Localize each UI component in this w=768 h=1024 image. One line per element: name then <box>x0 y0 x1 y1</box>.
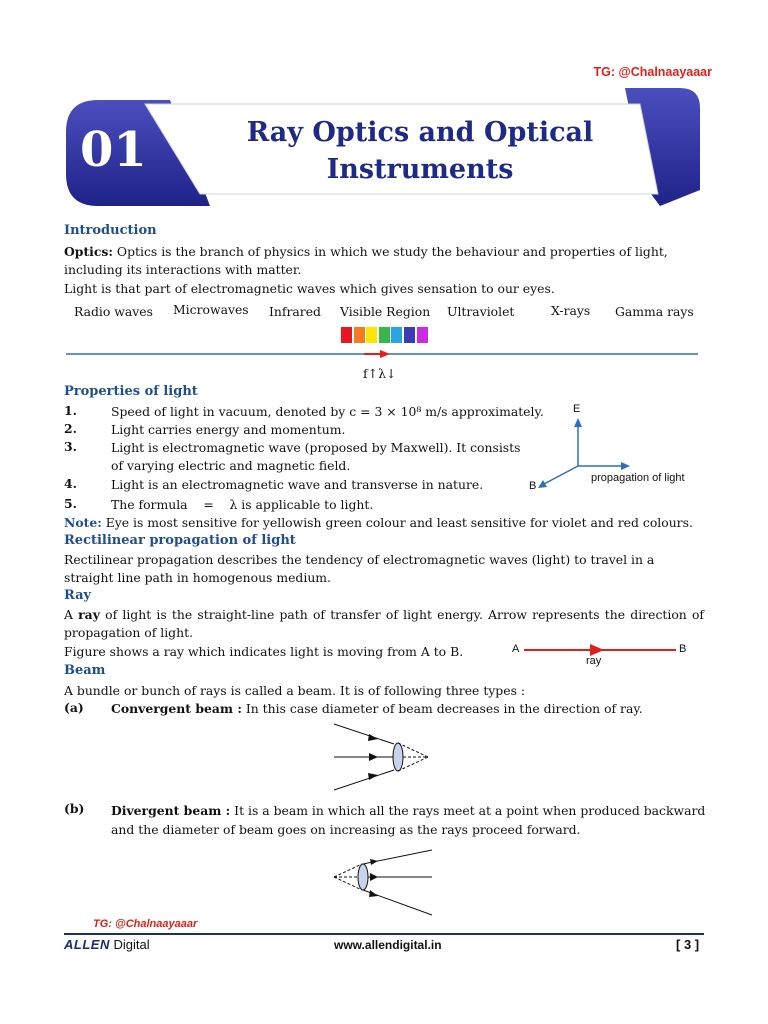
beam-type-divergent <box>111 801 711 839</box>
list-item-number: 5. <box>64 496 77 511</box>
b-label: B <box>529 480 537 492</box>
allen-logo: ALLEN <box>64 937 110 952</box>
ray-text-post: of light is the straight-line path of transfer of light energy. Arrow represents the direction of propagation of light. <box>64 607 705 640</box>
spectrum-color-swatch <box>354 327 365 343</box>
chapter-number: 01 <box>80 122 147 178</box>
list-item: Speed of light in vacuum, denoted by c = 3 × 10⁸ m/s approximately. <box>111 404 544 419</box>
list-item: Light carries energy and momentum. <box>111 422 346 437</box>
spectrum-label-visible: Visible Region <box>340 304 431 319</box>
footer-divider <box>64 933 704 935</box>
frequency-wavelength-note: f↑λ↓ <box>363 366 397 381</box>
ray-label-b: B <box>679 643 687 655</box>
optics-term: Optics: <box>64 244 113 259</box>
arrow-icon <box>369 753 378 761</box>
allen-digital-text: Digital <box>113 937 150 952</box>
list-item: Light is an electromagnetic wave and transverse in nature. <box>111 477 484 492</box>
note-paragraph <box>64 514 704 532</box>
list-item-number: 4. <box>64 476 77 491</box>
spectrum-color-swatch <box>391 327 402 343</box>
heading-ray: Ray <box>64 588 92 603</box>
spectrum-arrow-icon <box>380 350 390 358</box>
spectrum-label-infrared: Infrared <box>269 304 321 319</box>
ray-text-pre: A <box>64 607 79 622</box>
optics-definition <box>64 243 704 279</box>
spectrum-label-radio: Radio waves <box>74 304 153 319</box>
list-item-number: 3. <box>64 439 77 454</box>
propagation-axis-arrow-icon <box>621 462 630 470</box>
arrow-icon <box>370 859 378 865</box>
chapter-title-line-1: Ray Optics and Optical <box>246 117 594 148</box>
light-definition: Light is that part of electromagnetic waves which gives sensation to our eyes. <box>64 281 555 296</box>
heading-beam: Beam <box>64 663 106 678</box>
list-item-number: 1. <box>64 403 77 418</box>
spectrum-color-swatch <box>366 327 377 343</box>
ray-label-a: A <box>512 643 520 655</box>
spectrum-color-swatch <box>379 327 390 343</box>
beam-definition: A bundle or bunch of rays is called a beam. It is of following three types : <box>64 683 526 698</box>
propagation-label: propagation of light <box>591 472 685 484</box>
beam-type-text: In this case diameter of beam decreases in the direction of ray. <box>241 701 643 716</box>
convergent-beam-diagram <box>330 718 440 796</box>
chapter-title <box>200 114 640 188</box>
chapter-title-line-2: Instruments <box>326 154 514 185</box>
beam-type-term: Divergent beam : <box>111 803 231 818</box>
ray-term: ray <box>78 607 100 622</box>
footer-brand <box>64 937 150 952</box>
spectrum-color-swatch <box>341 327 352 343</box>
arrow-icon <box>368 734 378 741</box>
b-axis-arrow-icon <box>538 480 547 488</box>
ray-figure-caption: Figure shows a ray which indicates light is moving from A to B. <box>64 644 464 659</box>
list-item: The formula = λ is applicable to light. <box>111 497 374 512</box>
telegram-tag-bottom: TG: @Chalnaayaaar <box>93 918 198 930</box>
e-axis-arrow-icon <box>574 418 582 427</box>
heading-introduction: Introduction <box>64 223 157 238</box>
beam-type-label: (a) <box>64 700 84 715</box>
page-number: [ 3 ] <box>676 937 700 952</box>
optics-text: Optics is the branch of physics in which we study the behaviour and properties of light, including its interactions with matter. <box>64 244 668 277</box>
beam-type-convergent <box>111 700 711 718</box>
beam-type-text: It is a beam in which all the rays meet at a point when produced backward and the diameter of beam goes on increasing as the rays proceed forward. <box>111 803 706 837</box>
arrow-icon <box>369 890 378 897</box>
note-label: Note: <box>64 515 102 530</box>
spectrum-axis <box>64 346 704 362</box>
arrow-icon <box>368 773 378 780</box>
spectrum-label-xrays: X-rays <box>551 303 591 318</box>
arrow-icon <box>370 873 378 881</box>
list-item: Light is electromagnetic wave (proposed by Maxwell). It consists of varying electric and magnetic field. <box>111 440 521 473</box>
spectrum-color-swatch <box>417 327 428 343</box>
divergent-beam-diagram <box>330 848 440 918</box>
heading-rectilinear: Rectilinear propagation of light <box>64 533 296 548</box>
note-text: Eye is most sensitive for yellowish green colour and least sensitive for violet and red colours. <box>101 515 693 530</box>
spectrum-label-gamma: Gamma rays <box>615 304 694 319</box>
beam-type-label: (b) <box>64 801 85 816</box>
spectrum-label-microwaves: Microwaves <box>173 302 249 317</box>
list-item-number: 2. <box>64 421 77 436</box>
heading-properties: Properties of light <box>64 384 198 399</box>
telegram-tag-top: TG: @Chalnaayaaar <box>593 65 712 79</box>
beam-type-term: Convergent beam : <box>111 701 242 716</box>
footer-website-link[interactable]: www.allendigital.in <box>334 938 442 952</box>
ray-label: ray <box>586 655 602 667</box>
ray-definition <box>64 606 704 642</box>
e-label: E <box>573 403 581 415</box>
spectrum-color-swatch <box>404 327 415 343</box>
spectrum-label-ultraviolet: Ultraviolet <box>447 304 515 319</box>
rectilinear-text: Rectilinear propagation describes the tendency of electromagnetic waves (light) to travel in a straight line path in homogenous medium. <box>64 552 655 585</box>
